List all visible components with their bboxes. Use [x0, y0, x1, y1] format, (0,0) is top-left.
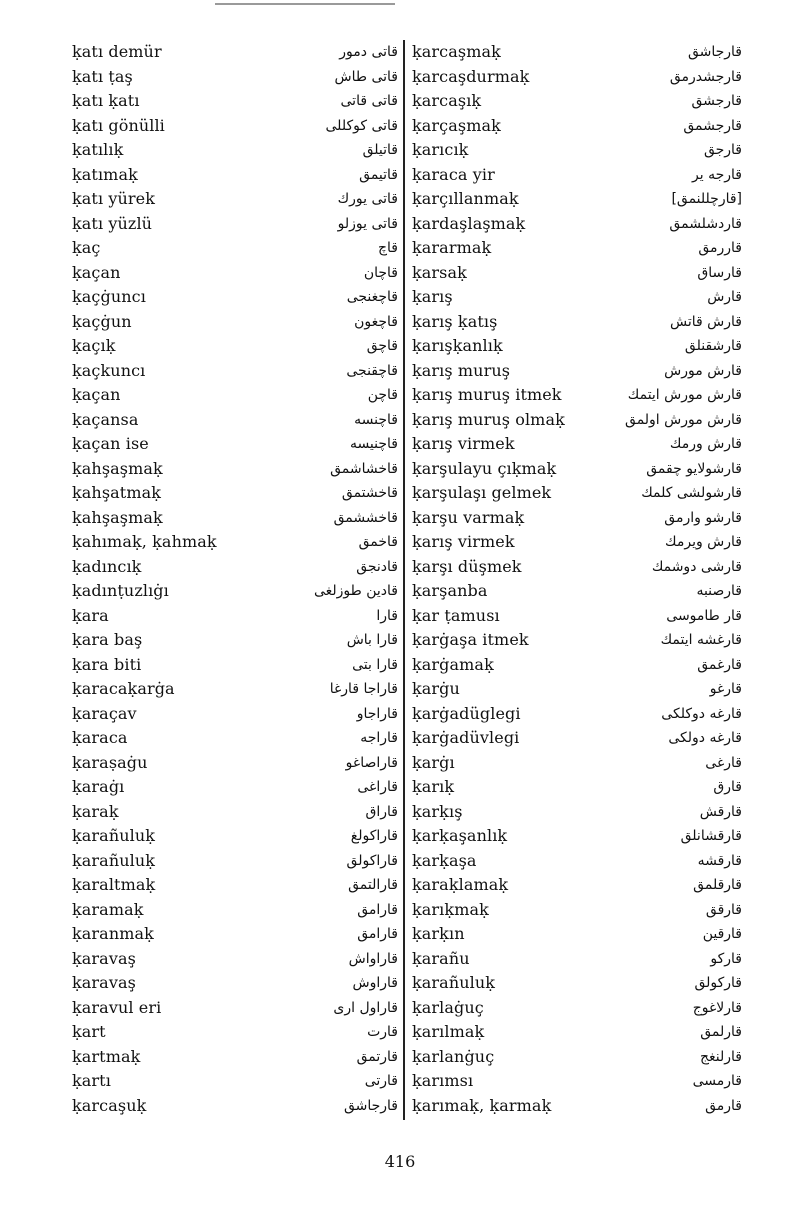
entry-arabic-script: قاتى يورك: [337, 191, 398, 207]
dictionary-entry: [412, 212, 742, 237]
dictionary-entry: [412, 996, 742, 1021]
dictionary-entry: [72, 40, 398, 65]
dictionary-entry: [72, 530, 398, 555]
dictionary-entry: [412, 898, 742, 923]
dictionary-entry: [72, 947, 398, 972]
dictionary-entry: [412, 40, 742, 65]
entry-transliteration: ḳaraḳ: [72, 801, 119, 821]
dictionary-entry: [412, 922, 742, 947]
dictionary-entry: [72, 187, 398, 212]
entry-arabic-script: قاخشاشمق: [330, 460, 398, 477]
entry-transliteration: ḳaçansa: [72, 409, 139, 429]
entry-transliteration: ḳatı ḳatı: [72, 91, 140, 110]
entry-transliteration: ḳatılıḳ: [72, 140, 124, 159]
entry-transliteration: ḳarġadüvlegi: [412, 728, 520, 747]
entry-transliteration: ḳarşulayu çıḳmaḳ: [412, 458, 557, 478]
entry-arabic-script: قاتى قاتى: [340, 93, 398, 109]
entry-arabic-script: قاراكولغ: [350, 828, 398, 844]
dictionary-entry: [72, 751, 398, 776]
dictionary-entry: [412, 506, 742, 531]
entry-transliteration: ḳaraca: [72, 728, 128, 747]
dictionary-entry: [72, 555, 398, 580]
dictionary-entry: [72, 114, 398, 139]
entry-transliteration: ḳatımaḳ: [72, 164, 138, 184]
entry-transliteration: ḳaraġı: [72, 777, 125, 796]
dictionary-entry: [72, 922, 398, 947]
dictionary-entry: [412, 726, 742, 751]
dictionary-entry: [412, 775, 742, 800]
entry-arabic-script: قارقلمق: [693, 877, 742, 893]
entry-transliteration: ḳarış muruş olmaḳ: [412, 409, 565, 429]
entry-arabic-script: قاخمق: [358, 534, 398, 550]
entry-arabic-script: قارغه دولكى: [668, 730, 742, 746]
entry-arabic-script: قارلمق: [700, 1024, 742, 1040]
entry-arabic-script: قارش مورش اولمق: [625, 411, 742, 428]
entry-transliteration: ḳardaşlaşmaḳ: [412, 213, 526, 233]
entry-transliteration: ḳarġadüglegi: [412, 703, 521, 723]
dictionary-entry: [412, 432, 742, 457]
entry-arabic-script: قاتيمق: [359, 166, 398, 183]
entry-arabic-script: قارلنغج: [700, 1048, 742, 1065]
entry-arabic-script: قارجه ير: [692, 166, 742, 183]
dictionary-entry: [412, 849, 742, 874]
dictionary-entry: [72, 383, 398, 408]
dictionary-entry: [72, 604, 398, 629]
dictionary-entry: [412, 187, 742, 212]
entry-transliteration: ḳarcaşmaḳ: [412, 42, 501, 61]
dictionary-entry: [412, 653, 742, 678]
entry-transliteration: ḳara: [72, 605, 109, 625]
entry-transliteration: ḳatı yürek: [72, 189, 156, 208]
entry-transliteration: ḳarcaşuḳ: [72, 1095, 147, 1115]
entry-arabic-script: قارالتمق: [348, 877, 398, 893]
dictionary-entry: [412, 824, 742, 849]
entry-arabic-script: قارقش: [699, 803, 742, 820]
dictionary-entry: [72, 898, 398, 923]
entry-arabic-script: قاچغنجى: [346, 289, 398, 305]
entry-transliteration: ḳarġaşa itmek: [412, 630, 529, 649]
entry-transliteration: ḳarcaşdurmaḳ: [412, 66, 530, 86]
dictionary-column-left: [72, 40, 398, 1118]
entry-arabic-script: قارق: [713, 779, 742, 795]
entry-transliteration: ḳarañu: [412, 948, 470, 968]
dictionary-entry: [72, 65, 398, 90]
entry-arabic-script: قارش مورش: [664, 362, 742, 379]
entry-transliteration: ḳaraçav: [72, 703, 137, 723]
entry-arabic-script: قاچنيسه: [349, 436, 398, 452]
entry-transliteration: ḳaraṣaġu: [72, 752, 148, 772]
dictionary-entry: [72, 408, 398, 433]
entry-transliteration: ḳahşaşmaḳ: [72, 507, 163, 527]
entry-arabic-script: قاخشتمق: [341, 485, 398, 501]
entry-arabic-script: قاچقنجى: [346, 362, 398, 379]
dictionary-entry: [412, 285, 742, 310]
entry-arabic-script: قارجاشق: [687, 44, 742, 60]
entry-arabic-script: قارساق: [697, 264, 742, 281]
entry-transliteration: ḳaranmaḳ: [72, 924, 154, 943]
dictionary-entry: [72, 775, 398, 800]
dictionary-entry: [72, 800, 398, 825]
entry-transliteration: ḳarañuluḳ: [412, 973, 496, 992]
entry-transliteration: ḳatı gönülli: [72, 115, 165, 135]
entry-transliteration: ḳaç: [72, 238, 101, 257]
dictionary-entry: [412, 261, 742, 286]
entry-transliteration: ḳarış muruş: [412, 360, 511, 380]
entry-arabic-script: قارامق: [357, 901, 398, 918]
dictionary-column-right: [412, 40, 742, 1118]
entry-transliteration: ḳar ṭamusı: [412, 605, 500, 625]
entry-transliteration: ḳara baş: [72, 630, 143, 649]
dictionary-entry: [72, 359, 398, 384]
entry-arabic-script: قاراق: [365, 803, 398, 820]
dictionary-entry: [412, 1020, 742, 1045]
entry-transliteration: ḳaravul eri: [72, 997, 162, 1017]
entry-transliteration: ḳarışḳanlıḳ: [412, 336, 503, 355]
entry-transliteration: ḳaçan: [72, 262, 121, 282]
dictionary-entry: [72, 334, 398, 359]
entry-transliteration: ḳarımaḳ, ḳarmaḳ: [412, 1095, 552, 1115]
entry-arabic-script: قار طاموسى: [666, 607, 742, 624]
dictionary-entry: [72, 1045, 398, 1070]
entry-transliteration: ḳarşı düşmek: [412, 556, 522, 576]
entry-arabic-script: قارجشمق: [683, 117, 742, 134]
dictionary-entry: [412, 1069, 742, 1094]
entry-transliteration: ḳahımaḳ, ḳahmaḳ: [72, 532, 217, 551]
entry-transliteration: ḳarañuluḳ: [72, 850, 156, 870]
entry-arabic-script: قارشولايو چقمق: [646, 460, 742, 477]
entry-arabic-script: قارجاشق: [343, 1097, 398, 1114]
dictionary-entry: [72, 628, 398, 653]
dictionary-entry: [72, 824, 398, 849]
entry-arabic-script: قارمق: [705, 1097, 742, 1114]
entry-arabic-script: قارا باش: [346, 632, 398, 648]
entry-transliteration: ḳaraltmaḳ: [72, 875, 156, 894]
entry-arabic-script: قارغى: [705, 754, 742, 771]
entry-transliteration: ḳarış muruş itmek: [412, 385, 562, 404]
entry-arabic-script: قارامق: [357, 926, 398, 942]
dictionary-entry: [72, 163, 398, 188]
entry-arabic-script: قاچن: [367, 387, 398, 403]
entry-arabic-script: قارقشانلق: [680, 828, 742, 844]
entry-transliteration: ḳarañuluḳ: [72, 826, 156, 845]
entry-transliteration: ḳaraca yir: [412, 164, 495, 184]
dictionary-entry: [412, 579, 742, 604]
entry-transliteration: ḳarcaşıḳ: [412, 91, 482, 110]
entry-arabic-script: قارجشدرمق: [669, 68, 742, 85]
dictionary-entry: [412, 114, 742, 139]
dictionary-entry: [412, 408, 742, 433]
entry-transliteration: ḳartmaḳ: [72, 1046, 141, 1066]
entry-transliteration: ḳahşaşmaḳ: [72, 458, 163, 478]
entry-arabic-script: قارقق: [705, 901, 742, 918]
entry-transliteration: ḳatı yüzlü: [72, 213, 153, 233]
dictionary-entry: [412, 334, 742, 359]
dictionary-entry: [412, 751, 742, 776]
entry-arabic-script: قارشى دوشمك: [651, 558, 742, 575]
entry-transliteration: ḳaçan ise: [72, 434, 149, 453]
dictionary-entry: [72, 236, 398, 261]
entry-transliteration: ḳart: [72, 1022, 106, 1041]
entry-arabic-script: قاراغى: [357, 779, 398, 795]
dictionary-entry: [72, 506, 398, 531]
dictionary-entry: [412, 383, 742, 408]
entry-arabic-script: [قارچللنمق]: [671, 191, 742, 207]
entry-transliteration: ḳara biti: [72, 654, 142, 674]
entry-transliteration: ḳarġamaḳ: [412, 654, 494, 674]
dictionary-entry: [72, 579, 398, 604]
entry-transliteration: ḳaracaḳarġa: [72, 679, 175, 698]
entry-transliteration: ḳarılmaḳ: [412, 1022, 485, 1041]
entry-transliteration: ḳadıncıḳ: [72, 556, 142, 576]
entry-transliteration: ḳarḳın: [412, 924, 465, 943]
entry-transliteration: ḳarlaġuç: [412, 997, 484, 1017]
dictionary-entry: [72, 285, 398, 310]
dictionary-entry: [72, 212, 398, 237]
entry-arabic-script: قارغشه ايتمك: [660, 632, 742, 648]
entry-transliteration: ḳarlanġuç: [412, 1046, 495, 1066]
dictionary-entry: [412, 163, 742, 188]
dictionary-entry: [412, 530, 742, 555]
entry-arabic-script: قاراجا قارغا: [329, 681, 398, 697]
dictionary-entry: [412, 702, 742, 727]
entry-transliteration: ḳarçıllanmaḳ: [412, 189, 519, 208]
entry-transliteration: ḳarġu: [412, 679, 460, 698]
entry-transliteration: ḳaçġuncı: [72, 287, 146, 306]
entry-arabic-script: قارا: [376, 607, 398, 624]
entry-arabic-script: قارمسى: [692, 1073, 742, 1089]
entry-transliteration: ḳarşanba: [412, 581, 488, 600]
dictionary-entry: [72, 261, 398, 286]
entry-transliteration: ḳarış ḳatış: [412, 311, 498, 331]
entry-arabic-script: قاتيلق: [362, 142, 398, 158]
entry-transliteration: ḳahşatmaḳ: [72, 483, 162, 502]
entry-arabic-script: قارش قاتش: [670, 313, 742, 330]
entry-transliteration: ḳarış virmek: [412, 532, 515, 551]
entry-transliteration: ḳaçıḳ: [72, 336, 116, 355]
dictionary-entry: [72, 1020, 398, 1045]
entry-transliteration: ḳararmaḳ: [412, 238, 492, 257]
entry-arabic-script: قارجشق: [691, 93, 742, 109]
dictionary-entry: [72, 1069, 398, 1094]
dictionary-entry: [72, 653, 398, 678]
entry-arabic-script: قارش: [707, 289, 742, 305]
entry-transliteration: ḳaçan: [72, 385, 121, 404]
dictionary-entry: [72, 138, 398, 163]
dictionary-entry: [72, 849, 398, 874]
entry-arabic-script: قاركو: [710, 950, 742, 967]
entry-transliteration: ḳarġı: [412, 752, 455, 772]
entry-arabic-script: قاركولق: [694, 975, 742, 991]
dictionary-entry: [412, 310, 742, 335]
dictionary-entry: [412, 65, 742, 90]
dictionary-entry: [412, 971, 742, 996]
dictionary-entry: [412, 138, 742, 163]
entry-transliteration: ḳaçkuncı: [72, 360, 146, 380]
entry-arabic-script: قارش ورمك: [669, 436, 742, 452]
dictionary-entry: [72, 89, 398, 114]
entry-arabic-script: قاچ: [378, 240, 398, 256]
column-divider: [403, 40, 405, 1120]
entry-arabic-script: قارجق: [703, 142, 742, 158]
entry-arabic-script: قارغو: [709, 681, 742, 697]
entry-arabic-script: قادنجق: [356, 558, 398, 575]
entry-arabic-script: قارشولشى كلمك: [641, 485, 742, 501]
entry-arabic-script: قاتى كوكللى: [325, 117, 398, 134]
dictionary-entry: [72, 996, 398, 1021]
dictionary-entry: [412, 800, 742, 825]
entry-arabic-script: قادين طوزلغى: [313, 583, 398, 599]
entry-arabic-script: قارشو وارمق: [664, 509, 742, 526]
entry-transliteration: ḳarsaḳ: [412, 262, 467, 282]
entry-arabic-script: قاراجه: [360, 730, 398, 746]
entry-arabic-script: قاراول ارى: [333, 999, 398, 1016]
dictionary-entry: [72, 310, 398, 335]
entry-transliteration: ḳarımsı: [412, 1071, 474, 1090]
entry-transliteration: ḳaravaş: [72, 948, 136, 968]
dictionary-entry: [412, 481, 742, 506]
dictionary-entry: [72, 677, 398, 702]
entry-transliteration: ḳatı demür: [72, 42, 162, 61]
entry-arabic-script: قارتى: [364, 1073, 398, 1089]
entry-arabic-script: قارقين: [702, 926, 742, 942]
dictionary-entry: [72, 971, 398, 996]
dictionary-entry: [72, 873, 398, 898]
entry-arabic-script: قارقشه: [697, 852, 742, 869]
entry-arabic-script: قارغه دوكلكى: [661, 705, 742, 722]
entry-transliteration: ḳarçaşmaḳ: [412, 115, 501, 135]
dictionary-entry: [412, 555, 742, 580]
entry-arabic-script: قاراصاغو: [345, 754, 398, 771]
entry-arabic-script: قارا بتى: [352, 656, 398, 673]
entry-arabic-script: قارتمق: [356, 1048, 398, 1065]
entry-transliteration: ḳarıḳ: [412, 777, 455, 796]
entry-arabic-script: قاراوش: [352, 975, 398, 991]
dictionary-entry: [412, 628, 742, 653]
dictionary-entry: [72, 457, 398, 482]
entry-transliteration: ḳartı: [72, 1071, 111, 1090]
dictionary-entry: [72, 726, 398, 751]
entry-arabic-script: قاررمق: [698, 240, 742, 256]
dictionary-entry: [72, 481, 398, 506]
dictionary-entry: [412, 677, 742, 702]
entry-arabic-script: قارلاغوج: [692, 999, 742, 1016]
dictionary-entry: [412, 457, 742, 482]
top-scan-rule: [215, 3, 395, 5]
entry-arabic-script: قارش ويرمك: [665, 534, 742, 550]
entry-transliteration: ḳaramaḳ: [72, 899, 144, 919]
entry-arabic-script: قاچنسه: [354, 411, 398, 428]
entry-arabic-script: قاراكولق: [346, 852, 398, 869]
entry-transliteration: ḳaçġun: [72, 311, 132, 331]
entry-arabic-script: قارت: [367, 1024, 398, 1040]
entry-arabic-script: قاچان: [363, 264, 398, 281]
entry-transliteration: ḳadınṭuzlıġı: [72, 581, 169, 600]
dictionary-entry: [412, 604, 742, 629]
entry-transliteration: ḳarḳış: [412, 801, 463, 821]
entry-transliteration: ḳarşulaşı gelmek: [412, 483, 552, 502]
entry-arabic-script: قاراجاو: [356, 705, 398, 722]
dictionary-entry: [412, 236, 742, 261]
page-number: 416: [384, 1152, 416, 1171]
entry-transliteration: ḳarıḳmaḳ: [412, 899, 489, 919]
entry-transliteration: ḳatı ṭaş: [72, 66, 133, 86]
entry-arabic-script: قارشقنلق: [684, 338, 742, 354]
entry-transliteration: ḳarḳaşa: [412, 850, 477, 870]
dictionary-entry: [412, 947, 742, 972]
entry-arabic-script: قارغمق: [697, 656, 742, 673]
entry-transliteration: ḳarıcıḳ: [412, 140, 469, 159]
entry-transliteration: ḳaraḳlamaḳ: [412, 875, 509, 894]
entry-arabic-script: قاتى دمور: [339, 44, 398, 60]
dictionary-entry: [412, 873, 742, 898]
entry-arabic-script: قاتى طاش: [334, 68, 398, 85]
entry-transliteration: ḳaravaş: [72, 973, 136, 992]
entry-arabic-script: قاخششمق: [333, 509, 398, 526]
dictionary-entry: [72, 702, 398, 727]
entry-arabic-script: قارصنبه: [696, 583, 742, 599]
dictionary-entry: [412, 359, 742, 384]
entry-transliteration: ḳarış: [412, 287, 453, 306]
dictionary-entry: [72, 432, 398, 457]
dictionary-entry: [412, 89, 742, 114]
entry-arabic-script: قاراواش: [348, 950, 398, 967]
entry-transliteration: ḳarış virmek: [412, 434, 515, 453]
entry-arabic-script: قارش مورش ايتمك: [627, 387, 742, 403]
entry-arabic-script: قاردشلشمق: [669, 215, 742, 232]
entry-arabic-script: قاتى يوزلو: [337, 215, 398, 232]
dictionary-entry: [72, 1094, 398, 1119]
entry-transliteration: ḳarḳaşanlıḳ: [412, 826, 508, 845]
dictionary-entry: [412, 1094, 742, 1119]
dictionary-entry: [412, 1045, 742, 1070]
entry-arabic-script: قاچق: [366, 338, 398, 354]
entry-arabic-script: قاچغون: [354, 313, 398, 330]
entry-transliteration: ḳarşu varmaḳ: [412, 507, 525, 527]
